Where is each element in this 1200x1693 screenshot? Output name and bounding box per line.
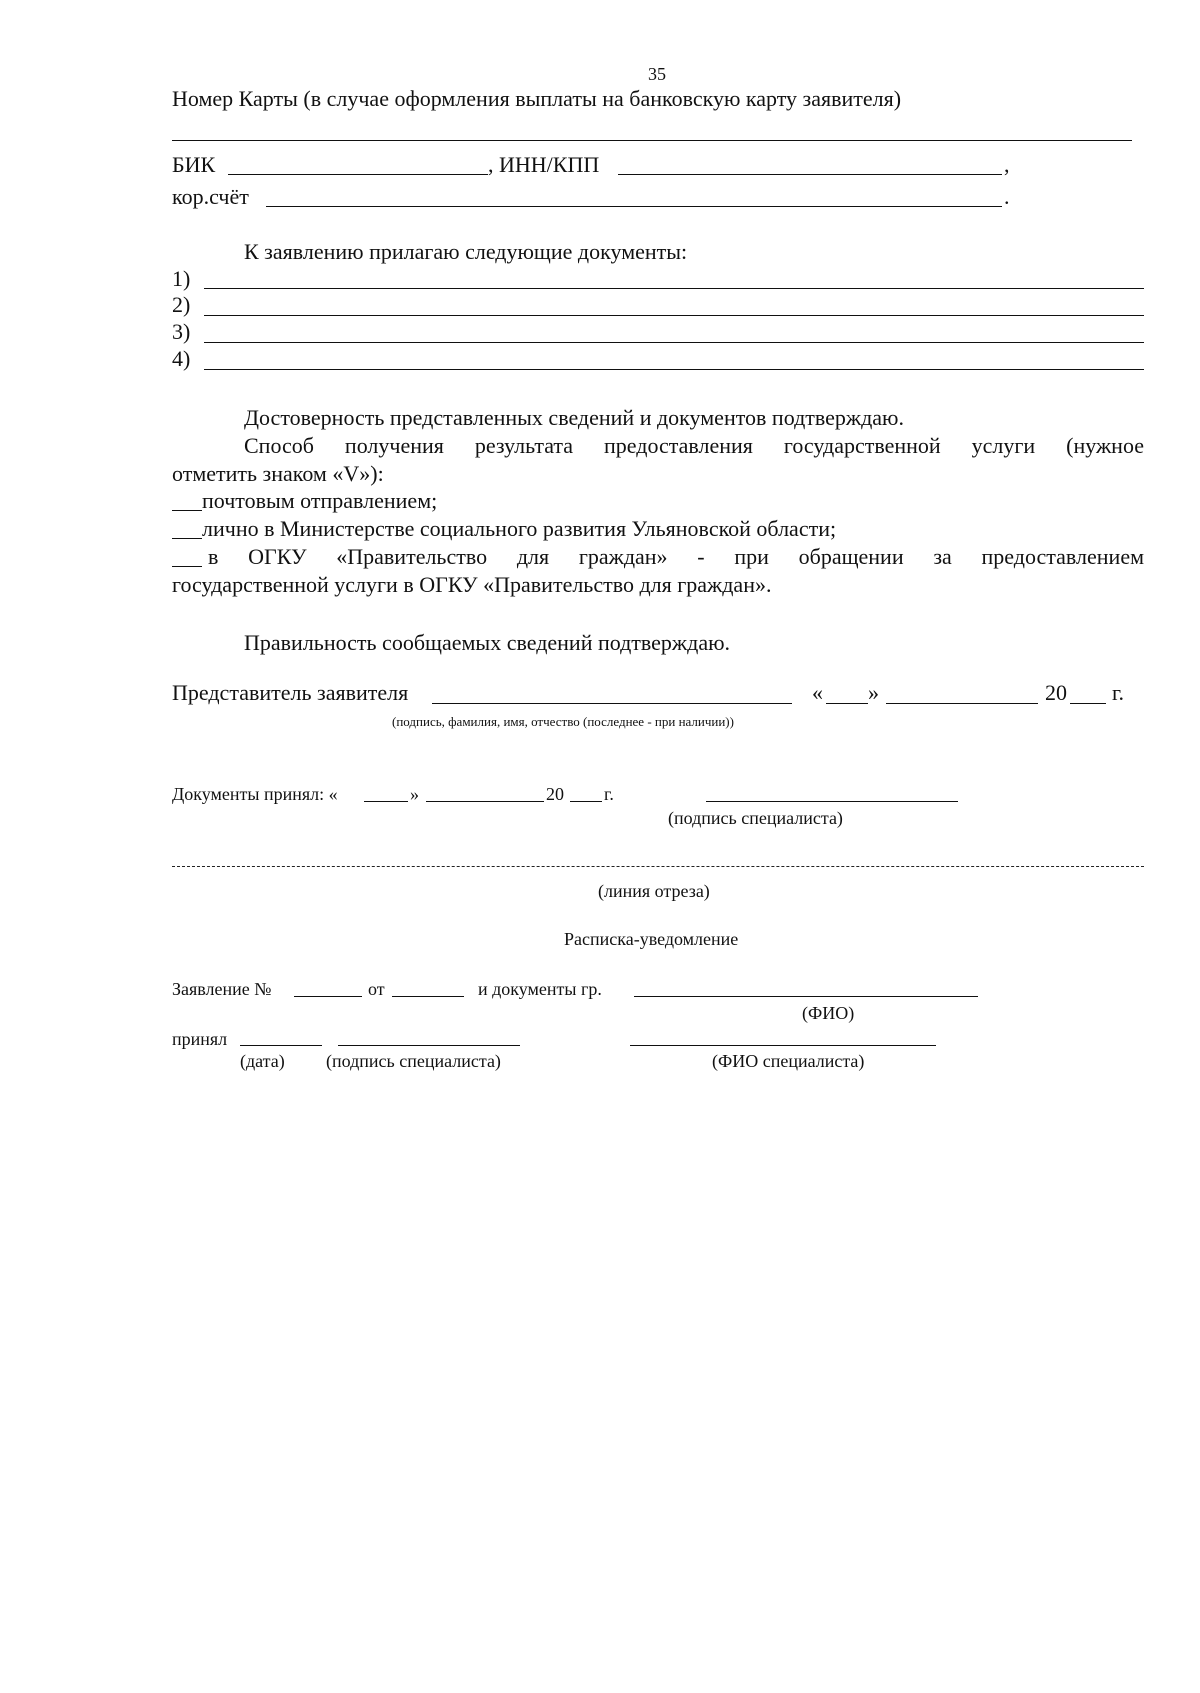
- option-ministry-checkbox[interactable]: [172, 538, 202, 539]
- accepted-year-prefix: 20: [546, 784, 564, 804]
- accepted-year-suffix: г.: [604, 784, 614, 804]
- receipt-date-field[interactable]: [392, 996, 464, 997]
- accepted-quote-close: »: [410, 784, 419, 804]
- attachments-intro: К заявлению прилагаю следующие документы:: [244, 239, 688, 264]
- attachment-field-4[interactable]: [204, 369, 1144, 370]
- receipt-docs-label: и документы гр.: [478, 979, 602, 999]
- receipt-sign-caption: (подпись специалиста): [326, 1051, 501, 1071]
- receipt-accepted-label: принял: [172, 1029, 228, 1049]
- representative-caption: (подпись, фамилия, имя, отчество (последнее - при наличии)): [392, 714, 734, 729]
- option-ogku-label-line-2: государственной услуги в ОГКУ «Правительство для граждан».: [172, 572, 772, 597]
- option-postal-checkbox[interactable]: [172, 510, 202, 511]
- receipt-specialist-fio-field[interactable]: [630, 1045, 936, 1046]
- inn-kpp-end: ,: [1004, 152, 1010, 177]
- accepted-day-field[interactable]: [364, 801, 408, 802]
- confirm-docs-text: Достоверность представленных сведений и документов подтверждаю.: [244, 405, 904, 430]
- inn-kpp-field[interactable]: [618, 174, 1002, 175]
- cut-line: [172, 866, 1144, 867]
- option-ministry-label: лично в Министерстве социального развития Ульяновской области;: [202, 516, 837, 541]
- bik-field[interactable]: [228, 174, 488, 175]
- accepted-year-field[interactable]: [570, 801, 602, 802]
- kor-schet-label: кор.счёт: [172, 184, 249, 209]
- confirm-info-text: Правильность сообщаемых сведений подтверждаю.: [244, 630, 731, 655]
- bik-label: БИК: [172, 152, 216, 177]
- attachment-field-3[interactable]: [204, 342, 1144, 343]
- card-number-field[interactable]: [172, 140, 1132, 141]
- kor-schet-end: .: [1004, 184, 1010, 209]
- accepted-signature-field[interactable]: [706, 801, 958, 802]
- inn-kpp-label: , ИНН/КПП: [488, 152, 600, 177]
- attachment-field-1[interactable]: [204, 288, 1144, 289]
- representative-signature-field[interactable]: [432, 703, 792, 704]
- representative-quote-close: »: [868, 680, 879, 705]
- receipt-accepted-signature-field[interactable]: [338, 1045, 520, 1046]
- method-line-2: отметить знаком «V»):: [172, 461, 384, 486]
- receipt-fio-caption: (ФИО): [802, 1003, 855, 1023]
- representative-label: Представитель заявителя: [172, 680, 409, 705]
- representative-year-suffix: г.: [1112, 680, 1125, 705]
- representative-day-field[interactable]: [826, 703, 868, 704]
- receipt-fio-field[interactable]: [634, 996, 978, 997]
- attachment-number: 1): [172, 266, 191, 291]
- option-ogku-checkbox[interactable]: [172, 566, 202, 567]
- attachment-number: 2): [172, 292, 191, 317]
- attachment-number: 3): [172, 319, 191, 344]
- cut-line-caption: (линия отреза): [598, 881, 710, 901]
- receipt-title: Расписка-уведомление: [564, 929, 739, 949]
- accepted-label: Документы принял: «: [172, 784, 338, 804]
- accepted-month-field[interactable]: [426, 801, 544, 802]
- representative-year-prefix: 20: [1045, 680, 1067, 705]
- card-number-label: Номер Карты (в случае оформления выплаты на банковскую карту заявителя): [172, 86, 902, 111]
- representative-quote-open: «: [812, 680, 823, 705]
- receipt-application-label: Заявление №: [172, 979, 272, 999]
- kor-schet-field[interactable]: [266, 206, 1002, 207]
- representative-month-field[interactable]: [886, 703, 1038, 704]
- method-line-1: Способ получения результата предоставления государственной услуги (нужное: [244, 433, 1144, 458]
- receipt-from-label: от: [368, 979, 385, 999]
- receipt-fio-specialist-caption: (ФИО специалиста): [712, 1051, 865, 1071]
- receipt-application-number-field[interactable]: [294, 996, 362, 997]
- representative-year-field[interactable]: [1070, 703, 1106, 704]
- option-postal-label: почтовым отправлением;: [202, 488, 438, 513]
- option-ogku-label-line-1: в ОГКУ «Правительство для граждан» - при обращении за предоставлением: [208, 544, 1144, 569]
- receipt-accepted-date-field[interactable]: [240, 1045, 322, 1046]
- attachment-number: 4): [172, 346, 191, 371]
- accepted-sign-caption: (подпись специалиста): [668, 808, 843, 828]
- attachment-field-2[interactable]: [204, 315, 1144, 316]
- receipt-date-caption: (дата): [240, 1051, 285, 1071]
- page-number: 35: [648, 64, 666, 84]
